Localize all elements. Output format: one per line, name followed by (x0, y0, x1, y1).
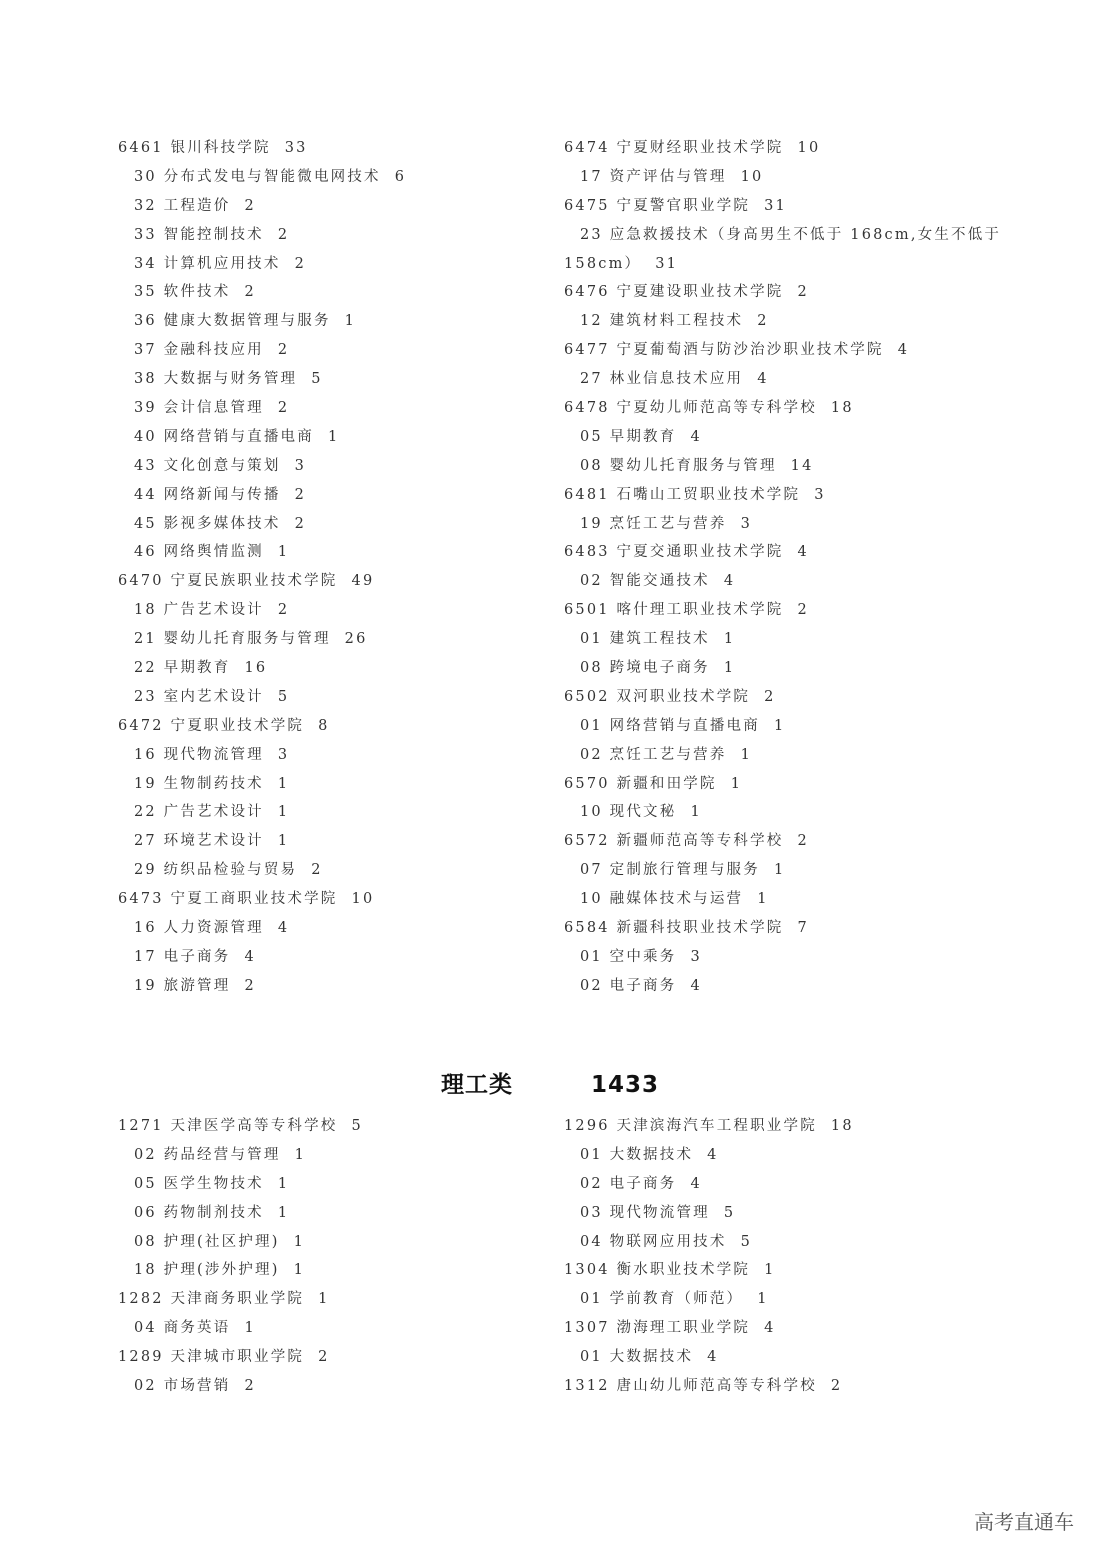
major-entry (118, 192, 406, 221)
major-entry (564, 567, 1015, 596)
major-entry (118, 1170, 363, 1199)
entry-count: 1 (723, 631, 736, 648)
entry-name: 22 早期教育 (134, 660, 231, 677)
entry-name: 6501 喀什理工职业技术学院 (564, 602, 784, 619)
entry-name: 17 电子商务 (134, 948, 231, 965)
entry-name: 19 生物制药技术 (134, 775, 264, 792)
entry-count: 7 (797, 920, 809, 937)
entry-count: 6 (394, 168, 407, 185)
entry-name: 1307 渤海理工职业学院 (564, 1320, 751, 1337)
entry-count: 18 (830, 400, 854, 417)
entry-name: 01 空中乘务 (580, 948, 677, 965)
entry-name: 6570 新疆和田学院 (564, 775, 717, 792)
major-entry (118, 510, 406, 539)
major-entry (564, 452, 1015, 481)
entry-count: 1 (730, 775, 743, 792)
entry-count: 1 (773, 717, 786, 734)
entry-count: 4 (707, 1349, 719, 1366)
entry-count: 2 (797, 833, 809, 850)
entry-name: 6478 宁夏幼儿师范高等专科学校 (564, 400, 817, 417)
entry-name: 29 纺织品检验与贸易 (134, 862, 298, 879)
entry-name: 16 人力资源管理 (134, 920, 264, 937)
section-title: 理工类 (441, 1072, 513, 1098)
major-entry (118, 250, 406, 279)
entry-count: 4 (244, 948, 256, 965)
entry-name: 06 药物制剂技术 (134, 1204, 264, 1221)
school-entry (564, 278, 1015, 307)
entry-count: 33 (284, 140, 308, 156)
entry-count: 1 (277, 1175, 290, 1192)
entry-name: 33 智能控制技术 (134, 226, 264, 243)
entry-count: 4 (277, 920, 290, 937)
entry-name: 08 婴幼儿托育服务与管理 (580, 457, 777, 474)
entry-count: 2 (244, 977, 256, 994)
entry-name: 19 旅游管理 (134, 977, 231, 994)
entry-count: 1 (277, 804, 290, 821)
major-entry (564, 1343, 854, 1372)
entry-name: 6475 宁夏警官职业学院 (564, 197, 751, 214)
school-entry (118, 712, 406, 741)
entry-name: 1289 天津城市职业学院 (118, 1349, 305, 1366)
major-entry (564, 1285, 854, 1314)
entry-count: 2 (244, 1378, 256, 1395)
major-entry (564, 1199, 854, 1228)
entry-name: 01 网络营销与直播电商 (580, 717, 760, 734)
major-entry (118, 278, 406, 307)
entry-name: 158cm） (564, 255, 642, 272)
entry-count: 1 (277, 775, 290, 792)
school-entry (564, 538, 1015, 567)
entry-count: 18 (830, 1118, 854, 1134)
major-entry (118, 741, 406, 770)
major-entry (118, 856, 406, 885)
entry-name: 22 广告艺术设计 (134, 804, 264, 821)
major-entry (118, 914, 406, 943)
entry-count: 3 (277, 746, 290, 763)
entry-name: 32 工程造价 (134, 197, 231, 214)
entry-name: 12 建筑材料工程技术 (580, 313, 744, 330)
entry-name: 6502 双河职业技术学院 (564, 688, 751, 705)
entry-name: 23 应急救援技术（身高男生不低于 168cm,女生不低于 (580, 226, 1002, 243)
entry-name: 6572 新疆师范高等专科学校 (564, 833, 784, 850)
major-entry (118, 538, 406, 567)
column-top-left (118, 134, 406, 1001)
entry-count: 31 (764, 197, 787, 214)
major-entry (564, 1170, 854, 1199)
major-entry (118, 336, 406, 365)
major-entry (564, 510, 1015, 539)
entry-name: 23 室内艺术设计 (134, 688, 264, 705)
entry-name: 1282 天津商务职业学院 (118, 1291, 305, 1308)
entry-count: 5 (311, 371, 323, 388)
entry-count: 1 (344, 313, 357, 330)
entry-name: 01 大数据技术 (580, 1349, 694, 1366)
major-entry (564, 423, 1015, 452)
entry-count: 2 (294, 255, 306, 272)
school-entry (564, 914, 1015, 943)
major-entry (564, 654, 1015, 683)
entry-name: 6584 新疆科技职业技术学院 (564, 920, 784, 937)
entry-name: 02 药品经营与管理 (134, 1146, 281, 1163)
major-entry (118, 1228, 363, 1257)
major-entry (118, 365, 406, 394)
entry-count: 1 (740, 746, 752, 763)
entry-count: 10 (740, 168, 764, 185)
entry-count: 1 (277, 1204, 290, 1221)
entry-name: 10 融媒体技术与运营 (580, 891, 744, 908)
major-entry (118, 481, 406, 510)
entry-name: 04 物联网应用技术 (580, 1233, 727, 1250)
major-entry (564, 972, 1015, 1001)
section-heading (441, 1066, 659, 1099)
entry-name: 6473 宁夏工商职业技术学院 (118, 891, 338, 908)
major-entry (564, 741, 1015, 770)
entry-count: 4 (690, 1175, 702, 1192)
entry-name: 40 网络营销与直播电商 (134, 428, 314, 445)
entry-count: 2 (311, 862, 323, 879)
entry-count: 1 (690, 804, 702, 821)
entry-count: 10 (351, 891, 375, 908)
entry-count: 4 (897, 342, 910, 359)
school-entry (118, 1285, 363, 1314)
entry-count: 2 (757, 313, 769, 330)
entry-name: 30 分布式发电与智能微电网技术 (134, 168, 381, 185)
entry-name: 02 电子商务 (580, 1175, 677, 1192)
entry-name: 6477 宁夏葡萄酒与防沙治沙职业技术学院 (564, 342, 884, 359)
school-entry (118, 885, 406, 914)
entry-name: 1296 天津滨海汽车工程职业学院 (564, 1118, 817, 1134)
school-entry (118, 567, 406, 596)
entry-name: 6472 宁夏职业技术学院 (118, 717, 305, 734)
major-entry (564, 307, 1015, 336)
major-entry (118, 596, 406, 625)
major-entry (118, 394, 406, 423)
school-entry (564, 336, 1015, 365)
school-entry (118, 1112, 363, 1141)
entry-name: 05 医学生物技术 (134, 1175, 264, 1192)
major-entry (564, 856, 1015, 885)
major-entry (564, 221, 1015, 250)
entry-name: 08 护理(社区护理) (134, 1233, 280, 1250)
entry-name: 34 计算机应用技术 (134, 255, 281, 272)
major-entry (118, 221, 406, 250)
column-bottom-left (118, 1112, 363, 1401)
entry-count: 1 (723, 660, 736, 677)
entry-count: 1 (327, 428, 340, 445)
school-entry (564, 770, 1015, 799)
major-entry (118, 827, 406, 856)
entry-name: 44 网络新闻与传播 (134, 486, 281, 503)
major-entry (118, 1199, 363, 1228)
major-entry (118, 1256, 363, 1285)
entry-name: 39 会计信息管理 (134, 400, 264, 417)
entry-count: 3 (690, 948, 702, 965)
entry-count: 1 (294, 1146, 306, 1163)
major-entry (564, 163, 1015, 192)
entry-count: 1 (757, 1291, 769, 1308)
entry-name: 18 护理(涉外护理) (134, 1262, 280, 1279)
entry-count: 2 (294, 515, 306, 532)
entry-name: 02 烹饪工艺与营养 (580, 746, 727, 763)
entry-count: 1 (764, 1262, 776, 1279)
entry-count: 2 (277, 602, 290, 619)
entry-count: 31 (655, 255, 679, 272)
major-entry (118, 770, 406, 799)
school-entry (564, 134, 1015, 163)
watermark: 高考直通车 (974, 1510, 1074, 1534)
entry-name: 01 建筑工程技术 (580, 631, 710, 648)
entry-count: 2 (294, 486, 306, 503)
entry-name: 16 现代物流管理 (134, 746, 264, 763)
entry-count: 26 (344, 631, 368, 648)
major-entry (118, 307, 406, 336)
entry-count: 14 (790, 457, 814, 474)
major-entry (118, 1372, 363, 1401)
major-entry (564, 250, 1015, 279)
entry-name: 08 跨境电子商务 (580, 660, 710, 677)
entry-count: 2 (318, 1349, 330, 1366)
entry-count: 16 (244, 660, 268, 677)
entry-count: 2 (830, 1378, 843, 1395)
major-entry (118, 943, 406, 972)
entry-count: 1 (773, 862, 786, 879)
entry-name: 01 学前教育（师范） (580, 1291, 744, 1308)
entry-count: 3 (294, 457, 306, 474)
entry-count: 8 (318, 717, 330, 734)
entry-count: 2 (277, 400, 290, 417)
entry-name: 6483 宁夏交通职业技术学院 (564, 544, 784, 561)
entry-name: 02 市场营销 (134, 1378, 231, 1395)
entry-count: 4 (764, 1320, 776, 1337)
entry-name: 05 早期教育 (580, 428, 677, 445)
entry-name: 21 婴幼儿托育服务与管理 (134, 631, 331, 648)
entry-count: 3 (814, 486, 826, 503)
school-entry (564, 1112, 854, 1141)
major-entry (118, 798, 406, 827)
entry-count: 2 (797, 284, 809, 301)
entry-count: 1 (244, 1320, 256, 1337)
entry-count: 3 (740, 515, 752, 532)
entry-name: 35 软件技术 (134, 284, 231, 301)
entry-count: 4 (797, 544, 809, 561)
entry-name: 27 林业信息技术应用 (580, 371, 744, 388)
entry-count: 1 (757, 891, 769, 908)
entry-count: 5 (723, 1204, 736, 1221)
school-entry (564, 394, 1015, 423)
entry-count: 4 (690, 977, 702, 994)
school-entry (564, 1256, 854, 1285)
entry-name: 01 大数据技术 (580, 1146, 694, 1163)
entry-count: 4 (757, 371, 769, 388)
entry-count: 1 (293, 1233, 306, 1250)
entry-name: 6461 银川科技学院 (118, 140, 271, 156)
entry-count: 4 (723, 573, 736, 590)
entry-name: 38 大数据与财务管理 (134, 371, 298, 388)
entry-count: 2 (244, 197, 256, 214)
entry-name: 19 烹饪工艺与营养 (580, 515, 727, 532)
entry-name: 6481 石嘴山工贸职业技术学院 (564, 486, 801, 503)
entry-name: 46 网络舆情监测 (134, 544, 264, 561)
major-entry (564, 943, 1015, 972)
major-entry (564, 1228, 854, 1257)
major-entry (118, 625, 406, 654)
school-entry (564, 1314, 854, 1343)
entry-name: 10 现代文秘 (580, 804, 677, 821)
school-entry (564, 596, 1015, 625)
entry-name: 43 文化创意与策划 (134, 457, 281, 474)
major-entry (564, 712, 1015, 741)
column-top-right (564, 134, 1015, 1001)
major-entry (118, 654, 406, 683)
major-entry (564, 1141, 854, 1170)
school-entry (564, 192, 1015, 221)
entry-count: 4 (690, 428, 702, 445)
entry-count: 5 (740, 1233, 752, 1250)
entry-name: 6476 宁夏建设职业技术学院 (564, 284, 784, 301)
entry-count: 2 (244, 284, 256, 301)
school-entry (118, 1343, 363, 1372)
school-entry (564, 683, 1015, 712)
major-entry (118, 1141, 363, 1170)
entry-name: 18 广告艺术设计 (134, 602, 264, 619)
entry-name: 37 金融科技应用 (134, 342, 264, 359)
entry-count: 1 (293, 1262, 306, 1279)
major-entry (118, 683, 406, 712)
entry-count: 1 (277, 833, 290, 850)
entry-name: 27 环境艺术设计 (134, 833, 264, 850)
entry-name: 1271 天津医学高等专科学校 (118, 1118, 338, 1134)
entry-name: 02 电子商务 (580, 977, 677, 994)
school-entry (118, 134, 406, 163)
major-entry (564, 625, 1015, 654)
major-entry (118, 423, 406, 452)
entry-count: 49 (351, 573, 375, 590)
major-entry (118, 972, 406, 1001)
entry-name: 1304 衡水职业技术学院 (564, 1262, 751, 1279)
column-bottom-right (564, 1112, 854, 1401)
major-entry (118, 1314, 363, 1343)
entry-count: 10 (797, 140, 821, 156)
entry-count: 2 (277, 226, 290, 243)
entry-count: 5 (277, 688, 290, 705)
school-entry (564, 827, 1015, 856)
entry-name: 36 健康大数据管理与服务 (134, 313, 331, 330)
entry-name: 6470 宁夏民族职业技术学院 (118, 573, 338, 590)
entry-name: 03 现代物流管理 (580, 1204, 710, 1221)
section-total: 1433 (591, 1072, 660, 1098)
major-entry (118, 163, 406, 192)
major-entry (118, 452, 406, 481)
entry-count: 1 (318, 1291, 330, 1308)
major-entry (564, 365, 1015, 394)
school-entry (564, 481, 1015, 510)
entry-count: 2 (764, 688, 776, 705)
entry-count: 5 (351, 1118, 363, 1134)
entry-name: 17 资产评估与管理 (580, 168, 727, 185)
entry-name: 6474 宁夏财经职业技术学院 (564, 140, 784, 156)
entry-name: 45 影视多媒体技术 (134, 515, 281, 532)
school-entry (564, 1372, 854, 1401)
entry-count: 2 (277, 342, 290, 359)
entry-name: 07 定制旅行管理与服务 (580, 862, 760, 879)
entry-name: 02 智能交通技术 (580, 573, 710, 590)
entry-count: 2 (797, 602, 809, 619)
entry-name: 1312 唐山幼儿师范高等专科学校 (564, 1378, 817, 1395)
major-entry (564, 798, 1015, 827)
major-entry (564, 885, 1015, 914)
entry-count: 4 (707, 1146, 719, 1163)
entry-count: 1 (277, 544, 290, 561)
entry-name: 04 商务英语 (134, 1320, 231, 1337)
